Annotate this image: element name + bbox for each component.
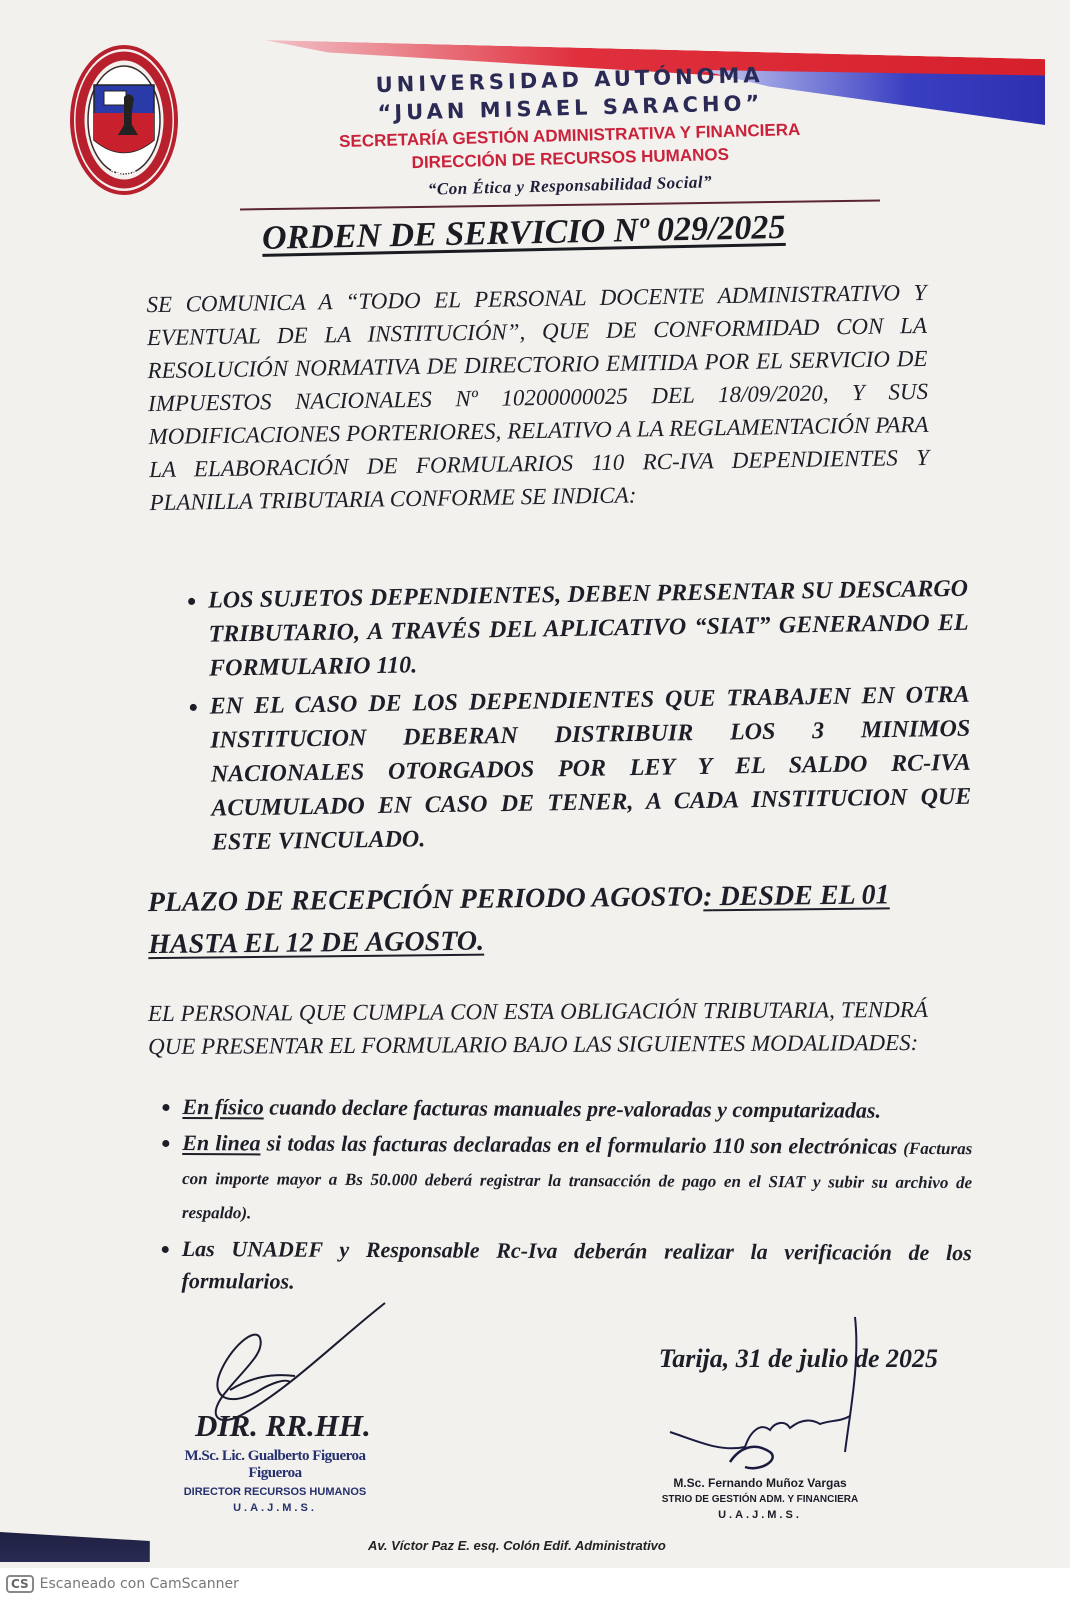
list-item: • EN EL CASO DE LOS DEPENDIENTES QUE TRABAJEN EN OTRA INSTITUCION DEBERAN DISTRIBUIR LOS 3 MINIMOS NACIONALES OTORGADOS POR LEY Y EL SALDO RC-IVA ACUMULADO EN CASO DE TENER, A CADA INSTITUCION QUE ESTE VINCULADO. (210, 678, 973, 860)
seal-city-text: TARIJA (111, 169, 137, 177)
modality-note: (Facturas con importe mayor a Bs 50.000 deberá registrar la transacción de pago en el SIAT y subir su archivo de respaldo). (181, 1138, 973, 1223)
document-date: Tarija, 31 de julio de 2025 (658, 1344, 938, 1373)
list-item (181, 1233, 971, 1301)
intro-paragraph: SE COMUNICA A “TODO EL PERSONAL DOCENTE ADMINISTRATIVO Y EVENTUAL DE LA INSTITUCIÓN”, QUE DE CONFORMIDAD CON LA RESOLUCIÓN NORMATIVA DE DIRECTORIO EMITIDA POR EL SERVICIO DE IMPUESTOS NACIONALES Nº 10200000025 DEL 18/09/2020, Y SUS MODIFICACIONES PORTERIORES, RELATIVO A LA REGLAMENTACIÓN PARA LA ELABORACIÓN DE FORMULARIOS 110 RC-IVA DEPENDIENTES Y PLANILLA TRIBUTARIA CONFORME SE INDICA: (146, 279, 930, 516)
points-list (168, 572, 972, 865)
deadline-label: PLAZO DE RECEPCIÓN PERIODO AGOSTO (147, 881, 704, 919)
document-title: ORDEN DE SERVICIO Nº 029/2025 (261, 208, 786, 257)
footer-address: Av. Víctor Paz E. esq. Colón Edif. Administrativo (368, 1538, 666, 1553)
signatory-left-role: DIRECTOR RECURSOS HUMANOS (183, 1486, 367, 1498)
secretaria-line: SECRETARÍA GESTIÓN ADMINISTRATIVA Y FINANCIERA (338, 119, 801, 152)
signatory-left-org: U.A.J.M.S. (233, 1502, 317, 1514)
modality-lead: En físico (182, 1094, 264, 1120)
direccion-line: DIRECCIÓN DE RECURSOS HUMANOS (411, 144, 730, 173)
modalities-intro: EL PERSONAL QUE CUMPLA CON ESTA OBLIGACIÓN TRIBUTARIA, TENDRÁ QUE PRESENTAR EL FORMULARIO BAJO LAS SIGUIENTES MODALIDADES: (147, 996, 928, 1060)
signatory-right-org: U.A.J.M.S. (718, 1509, 802, 1521)
signatory-left-name: M.Sc. Lic. Gualberto Figueroa Figueroa (184, 1448, 366, 1481)
scanner-watermark-text: Escaneado con CamScanner (39, 1576, 239, 1592)
university-name-line1: UNIVERSIDAD AUTÓNOMA (375, 62, 764, 98)
list-item (182, 1091, 972, 1127)
signatory-right-name: M.Sc. Fernando Muñoz Vargas (673, 1476, 847, 1490)
deadline-separator: : (703, 881, 713, 913)
modality-text: si todas las facturas declaradas en el formulario 110 son electrónicas (260, 1130, 904, 1159)
signature-right-icon (660, 1312, 890, 1492)
modalities-list (139, 1091, 972, 1305)
university-seal-icon (70, 45, 178, 195)
list-item (182, 1127, 973, 1233)
deadline-range: DESDE EL 01 HASTA EL 12 DE AGOSTO. (148, 879, 890, 961)
university-name-line2: “JUAN MISAEL SARACHO” (377, 90, 764, 126)
signatory-right-stamp (660, 1476, 860, 1521)
modality-text: cuando declare facturas manuales pre-valoradas y computarizadas. (263, 1094, 882, 1123)
list-item: • LOS SUJETOS DEPENDIENTES, DEBEN PRESENTAR SU DESCARGO TRIBUTARIO, A TRAVÉS DEL APLICATIVO “SIAT” GENERANDO EL FORMULARIO 110. (208, 572, 970, 686)
scanner-watermark-bar (0, 1568, 1070, 1600)
modality-lead: En linea (182, 1130, 261, 1156)
motto: “Con Ética y Responsabilidad Social” (427, 172, 713, 199)
signatory-left-stamp (180, 1448, 370, 1514)
camscanner-icon: CS (6, 1575, 34, 1593)
deadline-notice (148, 874, 939, 966)
modality-text: Las UNADEF y Responsable Rc-Iva deberán realizar la verificación de los formularios. (181, 1236, 972, 1294)
signatory-left-title: DIR. RR.HH. (195, 1408, 371, 1443)
signatory-right-role: STRIO DE GESTIÓN ADM. Y FINANCIERA (661, 1494, 859, 1505)
